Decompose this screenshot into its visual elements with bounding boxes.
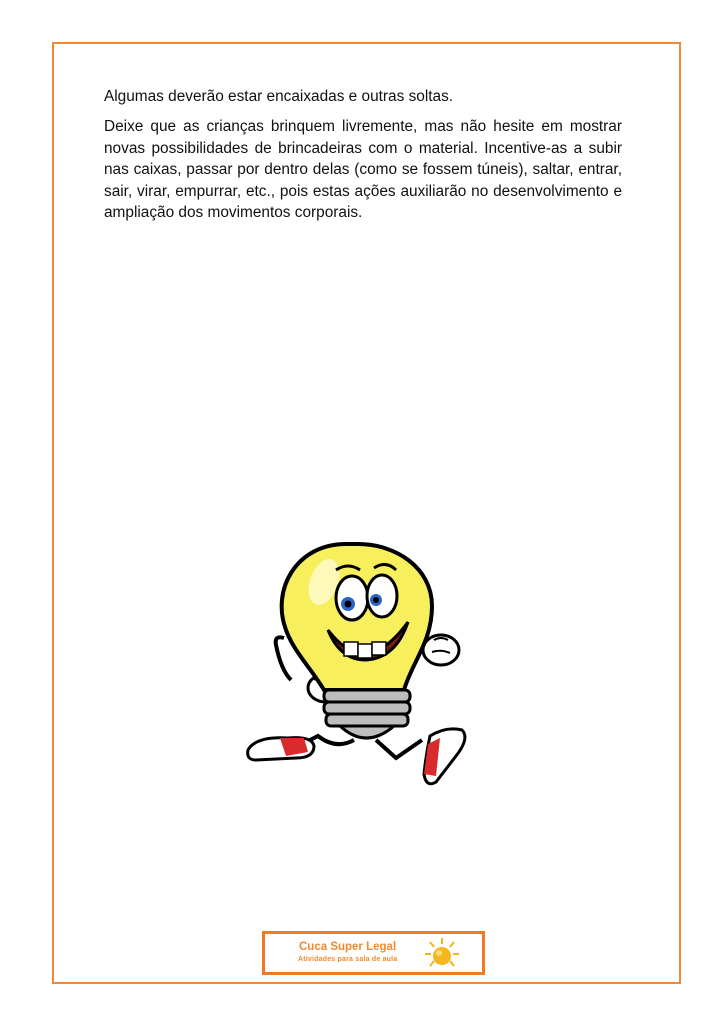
sun-icon <box>424 937 460 971</box>
left-shoe <box>248 738 314 760</box>
logo-title: Cuca Super Legal <box>299 941 397 953</box>
running-lightbulb-icon <box>236 530 476 790</box>
paragraph-2: Deixe que as crianças brinquem livremente, mas não hesite em mostrar novas possibilidades de brincadeiras com o material. Incentive-as a subir nas caixas, passar por dentro delas (como se fossem túneis), saltar, entrar, sair, virar, empurrar, etc., pois estas ações auxiliarão no desenvolvimento e ampliação dos movimentos corporais. <box>104 118 622 222</box>
right-shoe <box>424 729 465 784</box>
document-body <box>104 86 622 232</box>
brand-logo[interactable] <box>262 931 485 975</box>
paragraph-1: Algumas deverão estar encaixadas e outras soltas. <box>104 88 454 105</box>
logo-subtitle: Atividades para sala de aula <box>298 956 398 963</box>
right-glove <box>423 635 459 665</box>
